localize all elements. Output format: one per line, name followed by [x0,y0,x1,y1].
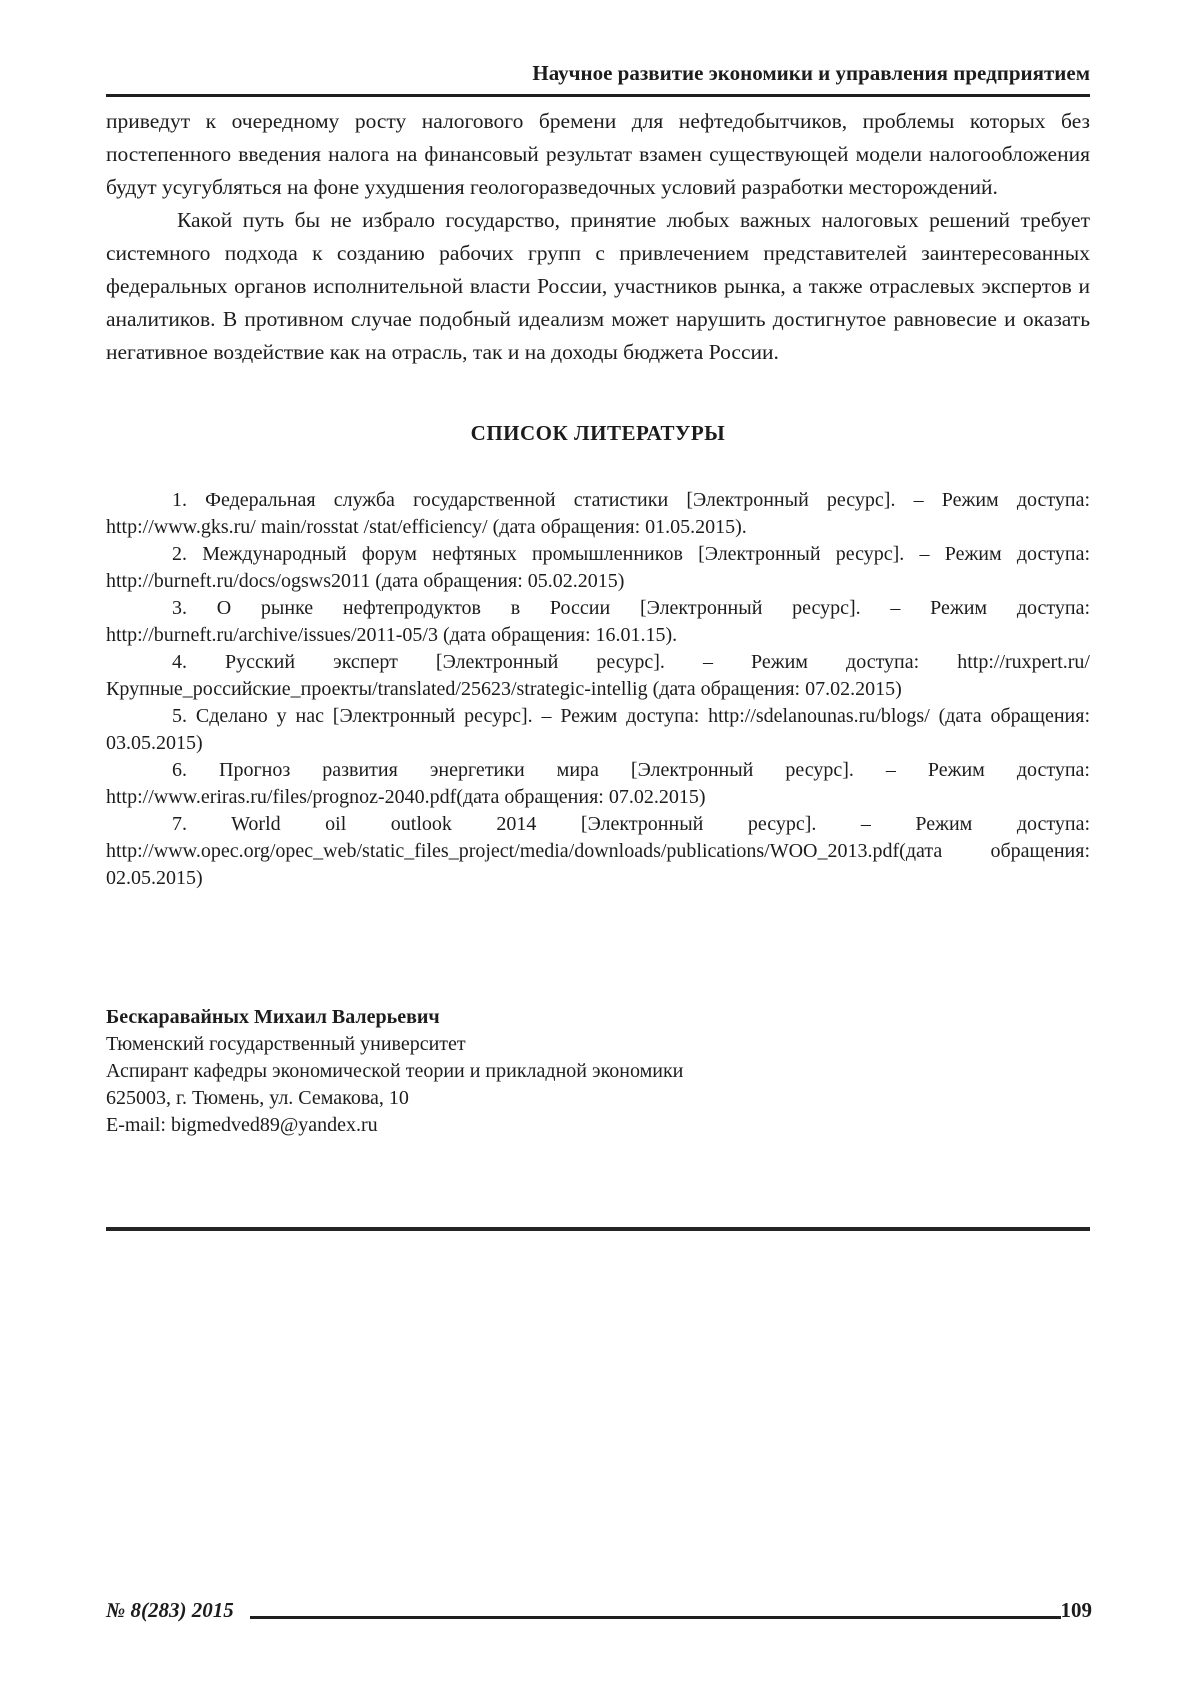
body-paragraph: приведут к очередному росту налогового бремени для нефтедобытчиков, проблемы которых без постепенного введения налога на финансовый результат взамен существующей модели налогообложения будут усугубляться на фоне ухудшения геологоразведочных условий разработки месторождений. [106,109,1090,199]
bibliography-item: 1. Федеральная служба государственной статистики [Электронный ресурс]. – Режим доступа: http://www.gks.ru/ main/rosstat /stat/efficiency/ (дата обращения: 01.05.2015). [106,489,1090,538]
separator-rule [106,1227,1090,1231]
author-name: Бескаравайных Михаил Валерьевич [106,1006,440,1028]
page-number: 109 [1060,1598,1092,1622]
page-content [106,0,1090,1231]
bibliography-item: 2. Международный форум нефтяных промышленников [Электронный ресурс]. – Режим доступа: http://burneft.ru/docs/ogsws2011 (дата обращения: 05.02.2015) [106,543,1090,592]
page-footer [106,1597,1092,1624]
bibliography-item: 4. Русский эксперт [Электронный ресурс]. – Режим доступа: http://ruxpert.ru/Крупные_российские_проекты/translated/25623/strategic-intellig (дата обращения: 07.02.2015) [106,651,1090,700]
footer-rule [250,1616,1061,1619]
bibliography-item: 6. Прогноз развития энергетики мира [Электронный ресурс]. – Режим доступа: http://www.eriras.ru/files/prognoz-2040.pdf(дата обращения: 07.02.2015) [106,759,1090,808]
author-address: 625003, г. Тюмень, ул. Семакова, 10 [106,1087,409,1109]
bibliography-heading: СПИСОК ЛИТЕРАТУРЫ [470,421,726,445]
author-block [106,1004,1090,1139]
author-position: Аспирант кафедры экономической теории и прикладной экономики [106,1060,684,1082]
issue-number: № 8(283) 2015 [106,1598,234,1622]
bibliography-item: 5. Сделано у нас [Электронный ресурс]. – Режим доступа: http://sdelanounas.ru/blogs/ (дата обращения: 03.05.2015) [106,705,1090,754]
body-paragraph: Какой путь бы не избрало государство, принятие любых важных налоговых решений требует системного подхода к созданию рабочих групп с привлечением представителей заинтересованных федеральных органов исполнительной власти России, участников рынка, а также отраслевых экспертов и аналитиков. В противном случае подобный идеализм может нарушить достигнутое равновесие и оказать негативное воздействие как на отрасль, так и на доходы бюджета России. [106,208,1090,364]
running-header: Научное развитие экономики и управления предприятием [106,58,1090,97]
bibliography-list [106,487,1090,892]
author-affiliation: Тюменский государственный университет [106,1033,466,1055]
author-email: E-mail: bigmedved89@yandex.ru [106,1114,378,1136]
bibliography-item: 3. О рынке нефтепродуктов в России [Электронный ресурс]. – Режим доступа: http://burneft.ru/archive/issues/2011-05/3 (дата обращения: 16.01.15). [106,597,1090,646]
bibliography-item: 7. World oil outlook 2014 [Электронный ресурс]. – Режим доступа: http://www.opec.org/opec_web/static_files_project/media/downloads/publications/WOO_2013.pdf(дата обращения: 02.05.2015) [106,813,1090,889]
